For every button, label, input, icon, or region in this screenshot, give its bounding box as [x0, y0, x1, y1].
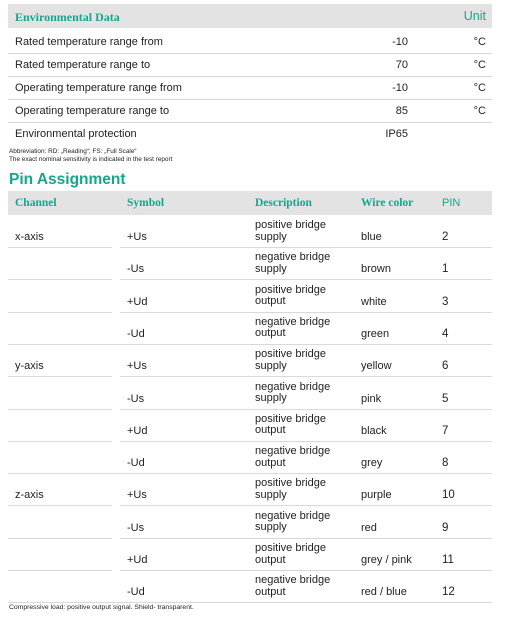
pin-number-cell: 5: [442, 392, 449, 405]
description-line-2: output: [255, 553, 286, 566]
pin-table-header: [8, 191, 492, 215]
env-row-value: 85: [395, 105, 408, 117]
pin-number-cell: 10: [442, 489, 455, 502]
env-row-value: -10: [392, 36, 408, 48]
symbol-cell: +Ud: [127, 424, 148, 437]
pin-table-row: [8, 539, 492, 571]
wire-color-cell: brown: [361, 263, 391, 276]
pin-column-header: PIN: [442, 197, 461, 209]
description-cell: [255, 220, 326, 243]
description-line-2: output: [255, 456, 286, 469]
description-line-1: positive bridge: [255, 412, 326, 425]
description-line-1: negative bridge: [255, 509, 331, 522]
description-line-2: supply: [255, 488, 287, 501]
description-cell: [255, 575, 330, 598]
description-line-1: negative bridge: [255, 315, 331, 328]
wire-color-cell: grey / pink: [361, 554, 412, 566]
description-line-1: positive bridge: [255, 219, 326, 231]
description-line-2: supply: [255, 359, 287, 372]
description-line-1: negative bridge: [255, 574, 331, 587]
env-row-unit: °C: [473, 82, 486, 94]
description-line-2: output: [255, 295, 286, 308]
description-line-2: output: [255, 327, 286, 340]
description-line-1: negative bridge: [255, 445, 331, 458]
env-row: [8, 31, 492, 54]
description-line-2: output: [255, 424, 286, 437]
wire-color-cell: yellow: [361, 360, 392, 373]
pin-table-row: [8, 410, 492, 442]
symbol-cell: +Ud: [127, 295, 148, 308]
pin-number-cell: 1: [442, 263, 449, 276]
env-row: [8, 123, 492, 145]
wire-color-cell: pink: [361, 392, 382, 405]
pin-table-row: [8, 248, 492, 280]
wire-color-cell: grey: [361, 457, 383, 470]
description-line-2: supply: [255, 521, 287, 534]
pin-assignment-title: Pin Assignment: [9, 171, 126, 188]
channel-cell: x-axis: [15, 231, 44, 243]
symbol-cell: +Us: [127, 489, 147, 502]
env-row-value: -10: [392, 82, 408, 94]
pin-number-cell: 12: [442, 586, 455, 599]
wire-color-cell: green: [361, 327, 390, 340]
description-cell: [255, 414, 326, 437]
description-column-header: Description: [255, 197, 312, 209]
wire-color-cell: black: [361, 424, 387, 437]
pin-table-row: [8, 442, 492, 474]
env-row-value: 70: [395, 59, 408, 71]
description-cell: [255, 317, 330, 340]
env-row-unit: °C: [473, 36, 486, 48]
pin-number-cell: 6: [442, 360, 449, 373]
env-row-label: Operating temperature range to: [15, 105, 170, 117]
wire-color-column-header: Wire color: [361, 197, 414, 209]
pin-table-row: [8, 345, 492, 377]
description-line-1: negative bridge: [255, 380, 331, 393]
pin-table-row: [8, 281, 492, 313]
description-line-2: supply: [255, 230, 287, 243]
description-line-2: supply: [255, 392, 287, 404]
channel-cell: z-axis: [15, 489, 44, 502]
description-line-2: supply: [255, 262, 287, 275]
env-row-value: IP65: [385, 128, 408, 140]
env-row-label: Rated temperature range from: [15, 36, 163, 48]
pin-number-cell: 7: [442, 424, 449, 437]
env-row: [8, 100, 492, 123]
pin-table-row: [8, 216, 492, 248]
symbol-cell: +Ud: [127, 554, 148, 566]
description-line-2: output: [255, 585, 286, 598]
pin-table-row: [8, 474, 492, 506]
pin-table-row: [8, 313, 492, 345]
wire-color-cell: purple: [361, 489, 392, 502]
env-row-label: Environmental protection: [15, 128, 137, 140]
pin-table-row: [8, 571, 492, 603]
description-cell: [255, 382, 330, 405]
abbreviation-note: Abbreviation: RD: „Reading“; FS: „Full Scale“: [9, 148, 137, 155]
symbol-cell: -Ud: [127, 586, 145, 599]
description-line-1: positive bridge: [255, 542, 326, 554]
symbol-cell: +Us: [127, 360, 147, 373]
channel-column-header: Channel: [15, 197, 57, 209]
description-cell: [255, 543, 326, 566]
wire-color-cell: red: [361, 521, 377, 534]
description-line-1: positive bridge: [255, 477, 326, 490]
symbol-cell: -Us: [127, 521, 145, 534]
description-cell: [255, 285, 326, 308]
sensitivity-note: The exact nominal sensitivity is indicated in the test report: [9, 156, 173, 163]
environmental-data-header: [8, 4, 492, 28]
symbol-column-header: Symbol: [127, 197, 165, 209]
env-row-label: Rated temperature range to: [15, 59, 151, 71]
description-line-1: positive bridge: [255, 348, 326, 361]
env-row: [8, 54, 492, 77]
pin-table-row: [8, 378, 492, 410]
description-cell: [255, 349, 326, 372]
env-row-unit: °C: [473, 105, 486, 117]
pin-table-row: [8, 507, 492, 539]
env-row: [8, 77, 492, 100]
symbol-cell: -Us: [127, 392, 145, 405]
channel-cell: y-axis: [15, 360, 44, 373]
symbol-cell: -Us: [127, 263, 145, 276]
pin-number-cell: 9: [442, 521, 449, 534]
wire-color-cell: red / blue: [361, 586, 407, 599]
description-cell: [255, 252, 330, 275]
pin-number-cell: 8: [442, 457, 449, 470]
pin-number-cell: 4: [442, 327, 449, 340]
description-line-1: negative bridge: [255, 251, 331, 264]
pin-number-cell: 3: [442, 295, 449, 308]
symbol-cell: -Ud: [127, 327, 145, 340]
footer-note: Compressive load: positive output signal. Shield- transparent.: [9, 604, 194, 611]
wire-color-cell: white: [361, 295, 387, 308]
env-row-label: Operating temperature range from: [15, 82, 182, 94]
wire-color-cell: blue: [361, 231, 382, 243]
pin-number-cell: 2: [442, 231, 449, 243]
description-cell: [255, 478, 326, 501]
pin-number-cell: 11: [442, 554, 454, 566]
symbol-cell: +Us: [127, 231, 147, 243]
description-line-1: positive bridge: [255, 283, 326, 296]
unit-column-header: Unit: [463, 9, 486, 23]
environmental-data-title: Environmental Data: [15, 10, 120, 24]
description-cell: [255, 446, 330, 469]
env-row-unit: °C: [473, 59, 486, 71]
description-cell: [255, 511, 330, 534]
symbol-cell: -Ud: [127, 457, 145, 470]
